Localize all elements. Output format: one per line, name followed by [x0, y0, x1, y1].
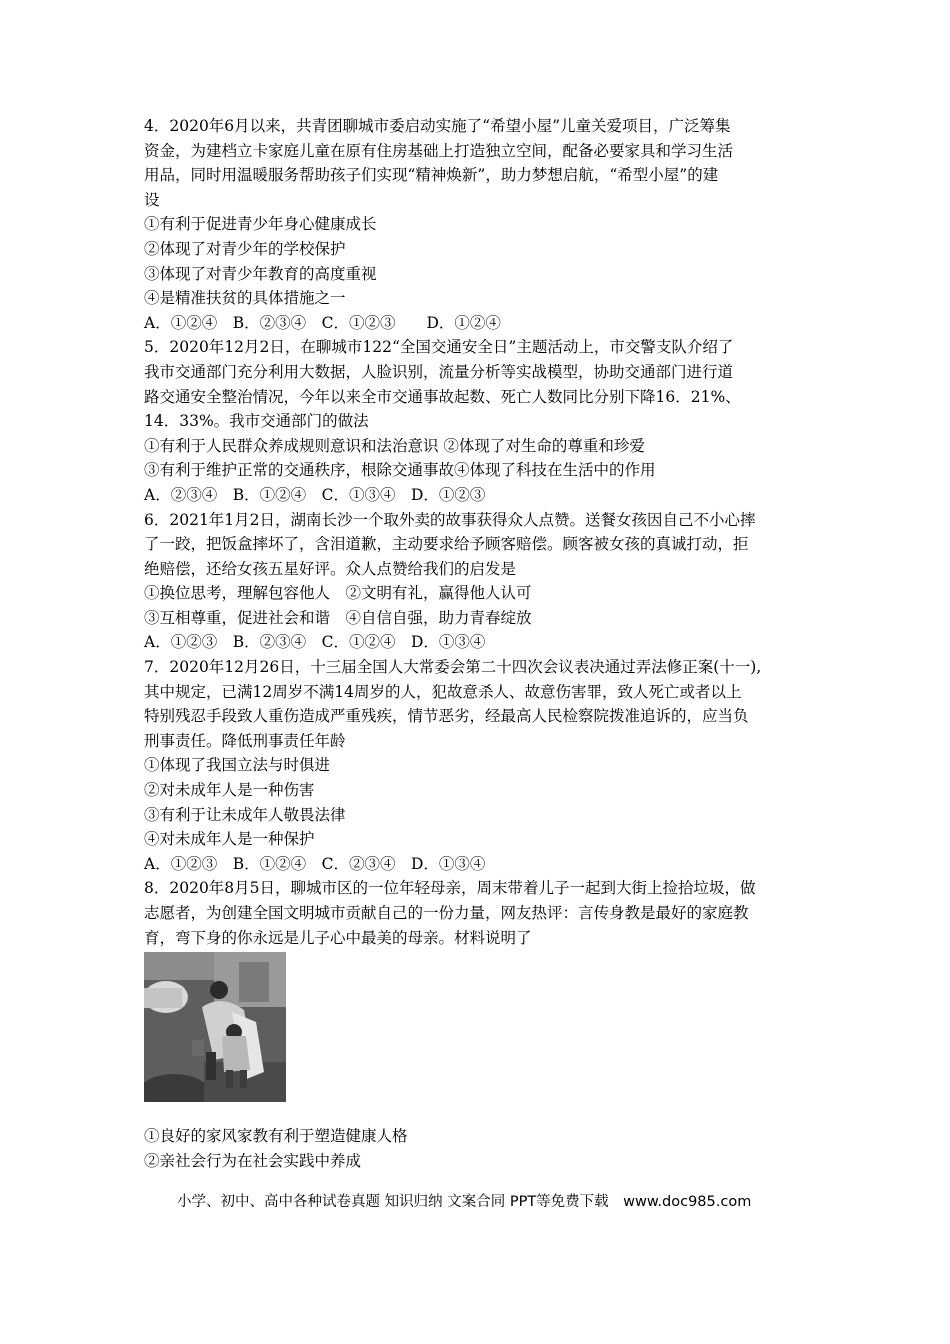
- question-4-line: 设: [144, 190, 160, 209]
- question-4-option: ②体现了对青少年的学校保护: [144, 239, 346, 258]
- question-6-option: ①换位思考，理解包容他人 ②文明有礼，赢得他人认可: [144, 584, 532, 603]
- question-4-option: ③体现了对青少年教育的高度重视: [144, 264, 377, 283]
- question-7-answers: A．①②③ B．①②④ C．②③④ D．①③④: [144, 854, 486, 873]
- question-5-line: 14．33%。我市交通部门的做法: [144, 412, 369, 431]
- question-5-answers: A．②③④ B．①②④ C．①③④ D．①②③: [144, 485, 486, 504]
- question-8-line: 8．2020年8月5日，聊城市区的一位年轻母亲，周末带着儿子一起到大街上捡拾垃圾，做: [144, 879, 756, 898]
- question-5-line: 我市交通部门充分利用大数据，人脸识别，流量分析等实战模型，协助交通部门进行道: [144, 362, 734, 381]
- question-8-option: ①良好的家风家教有利于塑造健康人格: [144, 1127, 408, 1146]
- mother-son-litter-photo: [144, 952, 286, 1102]
- question-7: [144, 655, 814, 876]
- question-7-line: 7．2020年12月26日，十三届全国人大常委会第二十四次会议表决通过弄法修正案(十一),: [144, 658, 762, 677]
- question-4-option: ④是精准扶贫的具体措施之一: [144, 289, 346, 308]
- question-6-line: 绝赔偿，还给女孩五星好评。众人点赞给我们的启发是: [144, 559, 517, 578]
- question-4-line: 资金，为建档立卡家庭儿童在原有住房基础上打造独立空间，配备必要家具和学习生活: [144, 141, 734, 160]
- question-6-answers: A．①②③ B．②③④ C．①②④ D．①③④: [144, 633, 486, 652]
- question-8-line: 育，弯下身的你永远是儿子心中最美的母亲。材料说明了: [144, 928, 532, 947]
- question-6-line: 6．2021年1月2日，湖南长沙一个取外卖的故事获得众人点赞。送餐女孩因自己不小心摔: [144, 510, 756, 529]
- question-4-line: 4．2020年6月以来，共青团聊城市委启动实施了“希望小屋”儿童关爱项目，广泛筹集: [144, 117, 731, 135]
- question-5-line: 路交通安全整治情况，今年以来全市交通事故起数、死亡人数同比分别下降16．21%、: [144, 387, 741, 406]
- question-4-line: 用品，同时用温暖服务帮助孩子们实现“精神焕新”，助力梦想启航，“希型小屋”的建: [144, 166, 719, 185]
- question-4: [144, 114, 814, 335]
- question-7-option: ①体现了我国立法与时俱进: [144, 756, 331, 775]
- question-4-answers: A．①②④ B．②③④ C．①②③ D．①②④: [144, 313, 501, 332]
- question-7-line: 特别残忍手段致人重伤造成严重残疾，情节恶劣，经最高人民检察院拨准追诉的，应当负: [144, 707, 749, 726]
- question-7-line: 刑事责任。降低刑事责任年龄: [144, 731, 346, 750]
- question-6: [144, 508, 814, 656]
- question-4-option: ①有利于促进青少年身心健康成长: [144, 215, 377, 234]
- question-8-option: ②亲社会行为在社会实践中养成: [144, 1151, 362, 1170]
- question-5-line: 5．2020年12月2日，在聊城市122“全国交通安全日”主题活动上，市交警支队介绍了: [144, 338, 734, 357]
- question-7-option: ④对未成年人是一种保护: [144, 830, 315, 849]
- footer-download-note: 小学、初中、高中各种试卷真题 知识归纳 文案合同 PPT等免费下载 www.doc985.com: [177, 1194, 752, 1210]
- question-5: [144, 335, 814, 507]
- question-7-option: ②对未成年人是一种伤害: [144, 781, 315, 800]
- question-7-option: ③有利于让未成年人敬畏法律: [144, 805, 346, 824]
- question-8: [144, 876, 814, 1173]
- question-7-line: 其中规定，已满12周岁不满14周岁的人，犯故意杀人、故意伤害罪，致人死亡或者以上: [144, 682, 742, 701]
- question-6-option: ③互相尊重，促进社会和谐 ④自信自强，助力青春绽放: [144, 608, 532, 627]
- question-list: [144, 114, 814, 1173]
- question-8-line: 志愿者，为创建全国文明城市贡献自己的一份力量，网友热评：言传身教是最好的家庭教: [144, 904, 749, 922]
- question-6-line: 了一跤，把饭盒摔坏了，含泪道歉，主动要求给予顾客赔偿。顾客被女孩的真诚打动，拒: [144, 535, 749, 554]
- question-5-option: ③有利于维护正常的交通秩序，根除交通事故④体现了科技在生活中的作用: [144, 461, 656, 480]
- question-5-option: ①有利于人民群众养成规则意识和法治意识 ②体现了对生命的尊重和珍爱: [144, 436, 645, 455]
